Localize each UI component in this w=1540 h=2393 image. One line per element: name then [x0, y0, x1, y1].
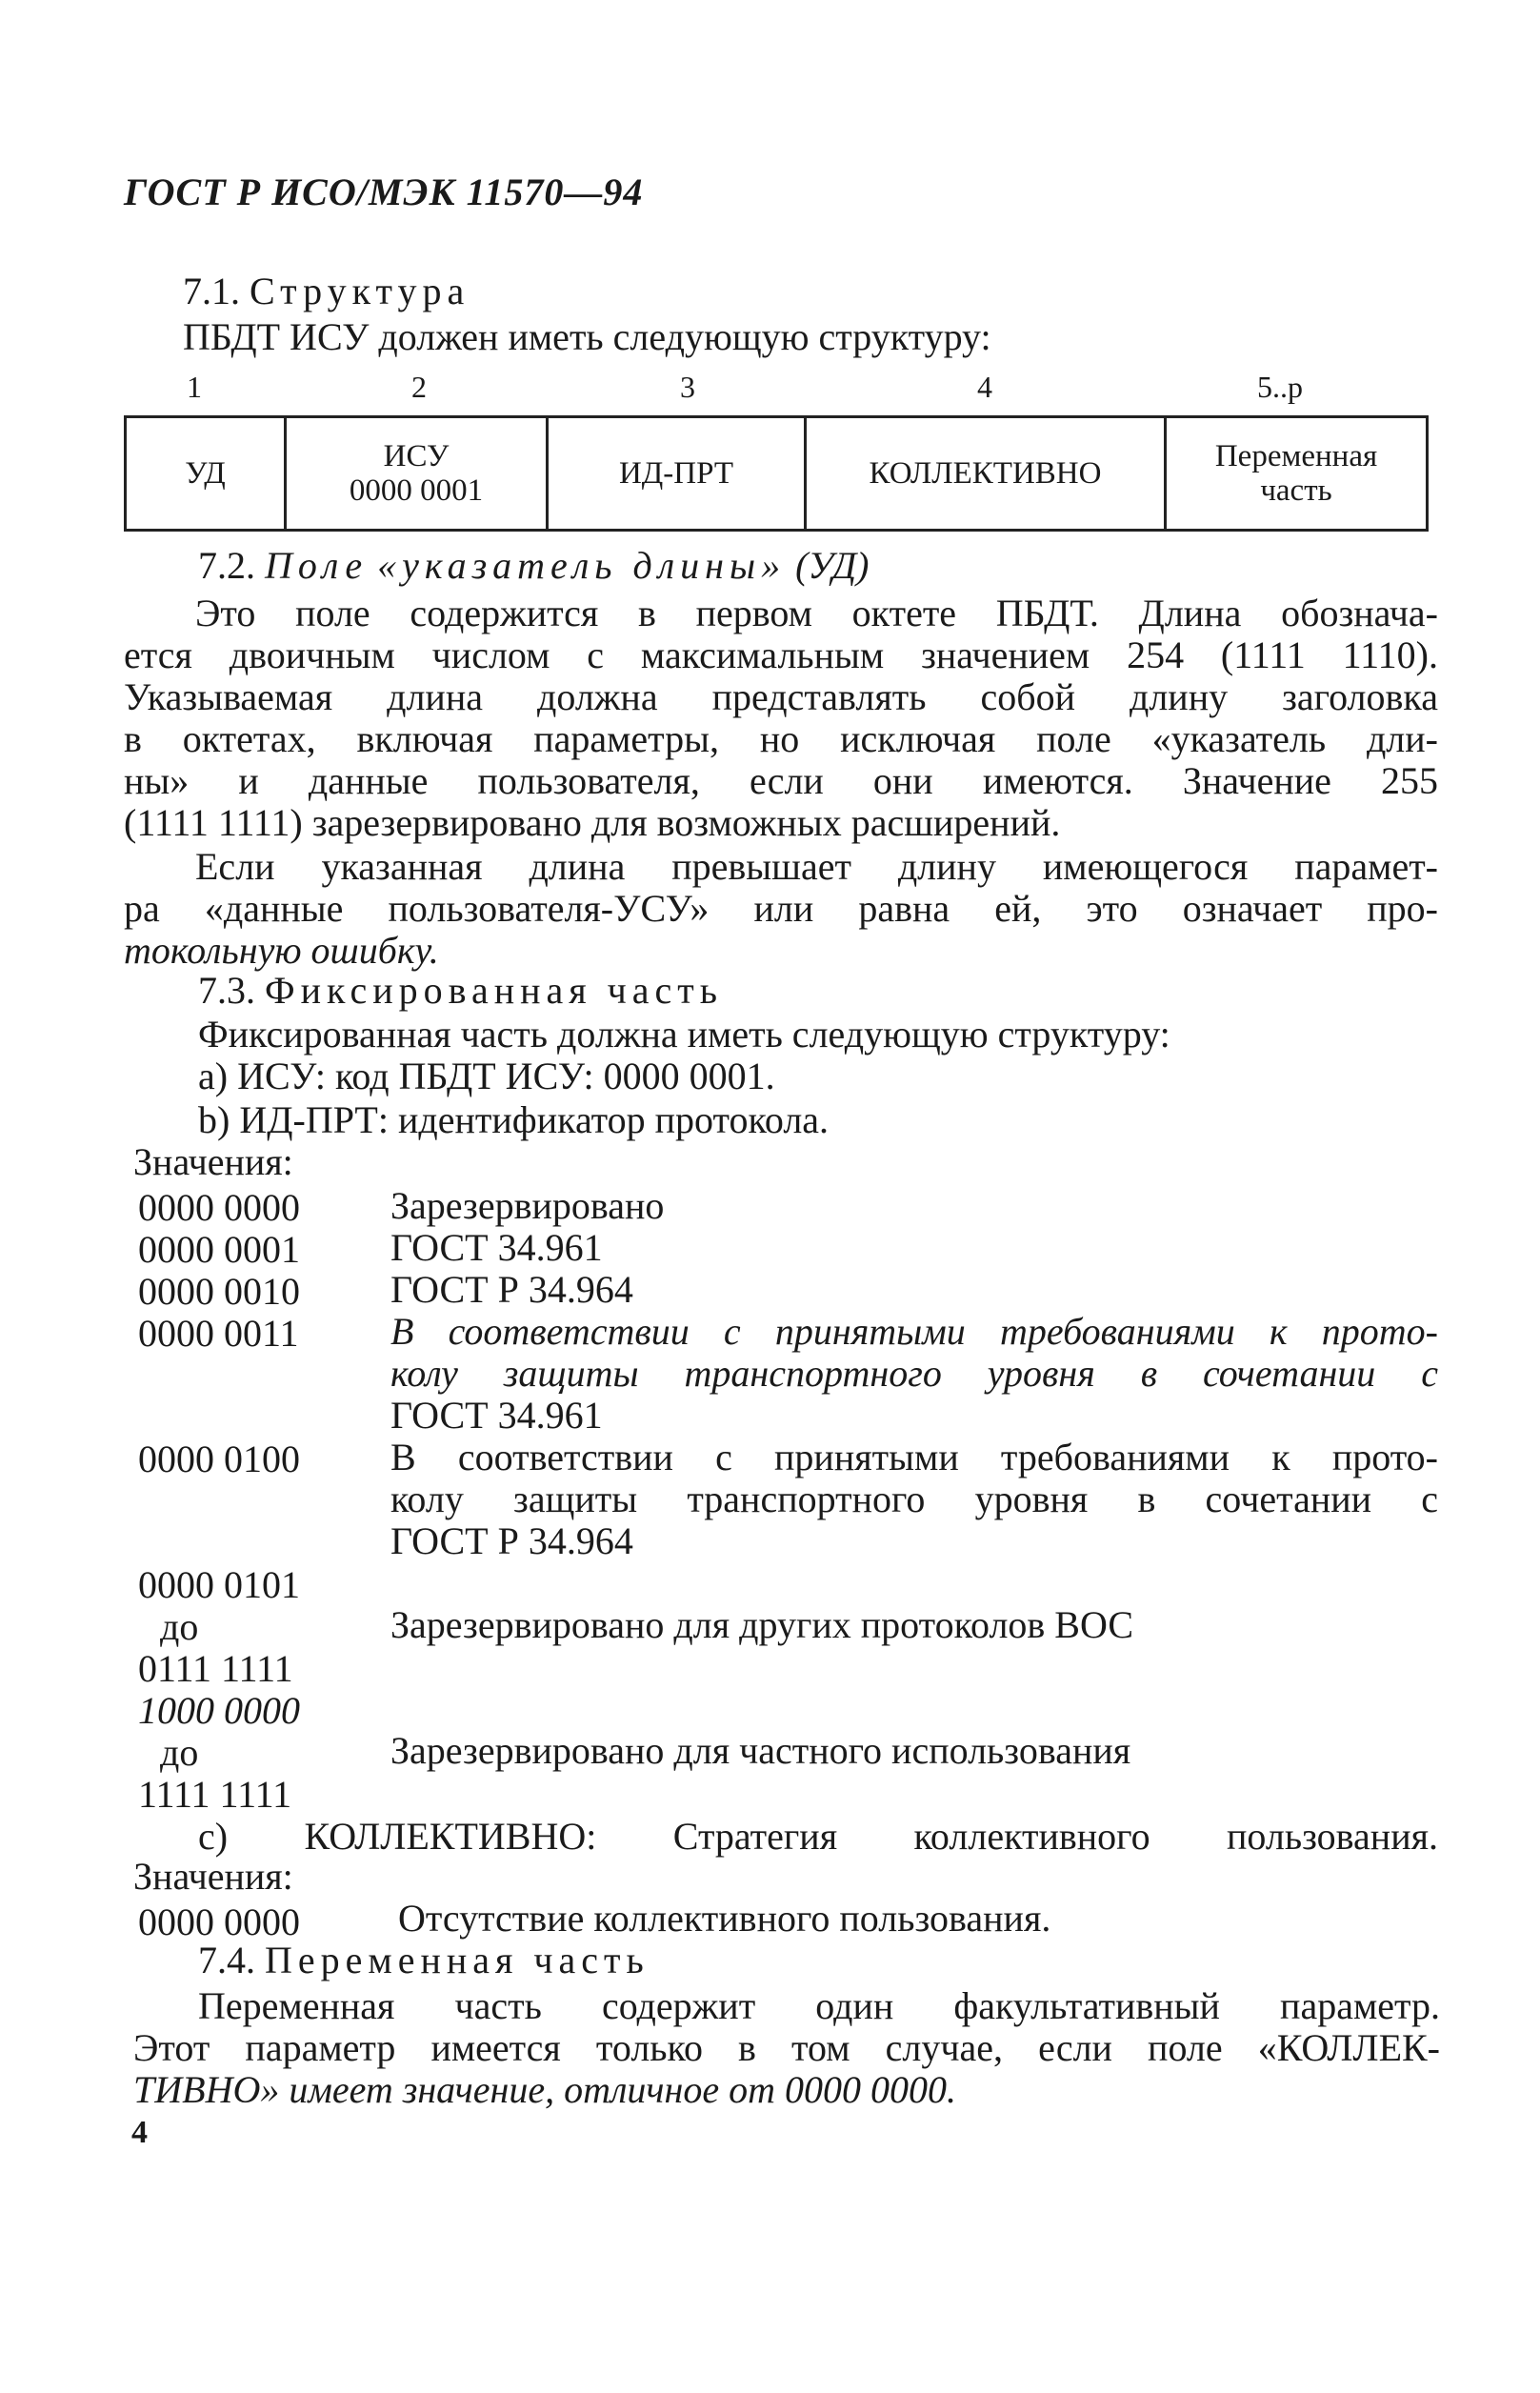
section-7-3-intro: Фиксированная часть должна иметь следующую структуру:: [198, 1013, 1170, 1056]
code-value: 0000 0011: [138, 1312, 299, 1355]
column-number: 3: [680, 370, 695, 404]
section-7-4-title: [198, 1941, 650, 1980]
text-line: ТИВНО» имеет значение, отличное от 0000 0000.: [133, 2068, 956, 2111]
code-description: [390, 1437, 1438, 1562]
text-line: с) КОЛЛЕКТИВНО: Стратегия коллективного пользования.: [198, 1815, 1438, 1858]
section-number: 7.3.: [198, 969, 255, 1012]
text-line: ны» и данные пользователя, если они имеются. Значение 255: [124, 759, 1438, 802]
range-to-word: до: [160, 1605, 199, 1648]
values-label: Значения:: [133, 1855, 293, 1898]
section-7-2-title: [198, 544, 870, 587]
text-line: (1111 1111) зарезервировано для возможных расширений.: [124, 801, 1061, 844]
item-b: b) ИД-ПРТ: идентификатор протокола.: [198, 1098, 830, 1141]
section-number: 7.4.: [198, 1939, 255, 1981]
section-title: Поле: [265, 544, 369, 587]
range-to-word: до: [160, 1731, 199, 1774]
section-7-3-title: [198, 969, 724, 1012]
table-cell-isu: [284, 418, 546, 529]
column-number: 2: [411, 370, 427, 404]
code-description: [390, 1227, 1438, 1269]
code-value: 0000 0010: [138, 1270, 300, 1313]
range-from: 1000 0000: [138, 1689, 300, 1732]
code-value: 0000 0000: [138, 1900, 300, 1943]
cell-text: часть: [1260, 473, 1332, 508]
text-line: ГОСТ Р 34.964: [390, 1519, 633, 1562]
text-line: ется двоичным числом с максимальным значением 254 (1111 1110).: [124, 633, 1438, 676]
section-title: Структура: [250, 270, 470, 312]
document-header: ГОСТ Р ИСО/МЭК 11570—94: [124, 171, 644, 213]
column-number: 5..р: [1257, 370, 1303, 404]
text-line: Зарезервировано для частного использования: [390, 1729, 1131, 1772]
text-line: Зарезервировано для других протоколов ВОС: [390, 1603, 1134, 1646]
section-7-2-paragraph-1: [124, 591, 1438, 842]
values-label: Значения:: [133, 1140, 293, 1183]
range-to: 1111 1111: [138, 1773, 292, 1816]
page-number: 4: [131, 2115, 148, 2150]
text-line: В соответствии с принятыми требованиями к прото-: [390, 1436, 1438, 1478]
code-value: 0000 0001: [138, 1228, 300, 1271]
section-number: 7.1.: [183, 270, 240, 312]
text-line: Это поле содержится в первом октете ПБДТ. Длина обознача-: [195, 592, 1438, 634]
range-description: [390, 1604, 1438, 1646]
section-title: «указатель длины»: [377, 544, 787, 587]
section-7-1-intro: ПБДТ ИСУ должен иметь следующую структуру:: [183, 315, 991, 358]
code-value: 0000 0000: [138, 1186, 300, 1229]
column-number: 1: [187, 370, 202, 404]
text-line: колу защиты транспортного уровня в сочетании с: [390, 1478, 1438, 1520]
table-cell-variable-part: [1164, 418, 1429, 529]
item-a: а) ИСУ: код ПБДТ ИСУ: 0000 0001.: [198, 1055, 775, 1097]
cell-text: ИД-ПРТ: [618, 455, 734, 491]
section-title: Переменная часть: [265, 1939, 650, 1981]
section-7-2-paragraph-2: [124, 844, 1438, 970]
table-cell-kollektivno: [804, 418, 1164, 529]
code-description: [390, 1269, 1438, 1311]
section-number: 7.2.: [198, 544, 255, 587]
text-line: В соответствии с принятыми требованиями к прото-: [390, 1310, 1438, 1353]
text-line: Зарезервировано: [390, 1184, 665, 1227]
section-title: Фиксированная часть: [265, 969, 724, 1012]
cell-text: КОЛЛЕКТИВНО: [869, 455, 1102, 491]
text-line: токольную ошибку.: [124, 929, 439, 972]
range-from: 0000 0101: [138, 1563, 300, 1606]
cell-text: ИСУ: [383, 438, 450, 473]
text-line: ГОСТ Р 34.964: [390, 1268, 633, 1311]
text-line: в октетах, включая параметры, но исключая поле «указатель дли-: [124, 717, 1438, 760]
table-cell-ud: [124, 418, 284, 529]
code-description: Отсутствие коллективного пользования.: [398, 1897, 1051, 1940]
section-7-4-paragraph: [133, 1983, 1440, 2109]
text-line: Если указанная длина превышает длину имеющегося парамет-: [195, 845, 1438, 888]
text-line: Указываемая длина должна представлять собой длину заголовка: [124, 675, 1438, 718]
text-line: Переменная часть содержит один факультативный параметр.: [198, 1984, 1440, 2027]
column-number: 4: [977, 370, 992, 404]
cell-text: 0000 0001: [349, 473, 484, 508]
range-description: [390, 1730, 1438, 1772]
cell-text: Переменная: [1214, 438, 1378, 473]
range-to: 0111 1111: [138, 1647, 293, 1690]
structure-table: [124, 415, 1429, 532]
text-line: Этот параметр имеется только в том случае, если поле «КОЛЛЕК-: [133, 2026, 1440, 2069]
section-title: (УД): [795, 544, 870, 587]
text-line: ГОСТ 34.961: [390, 1394, 603, 1437]
code-value: 0000 0100: [138, 1438, 300, 1480]
table-cell-id-prt: [546, 418, 804, 529]
code-description: [390, 1185, 1438, 1227]
code-description: [390, 1311, 1438, 1437]
text-line: ра «данные пользователя-УСУ» или равна ей, это означает про-: [124, 887, 1438, 930]
section-7-1-title: [183, 272, 470, 311]
item-c: [198, 1814, 1438, 1856]
cell-text: УД: [185, 455, 226, 491]
text-line: ГОСТ 34.961: [390, 1226, 603, 1269]
text-line: колу защиты транспортного уровня в сочетании с: [390, 1352, 1438, 1395]
table-column-numbers: [0, 370, 1540, 408]
